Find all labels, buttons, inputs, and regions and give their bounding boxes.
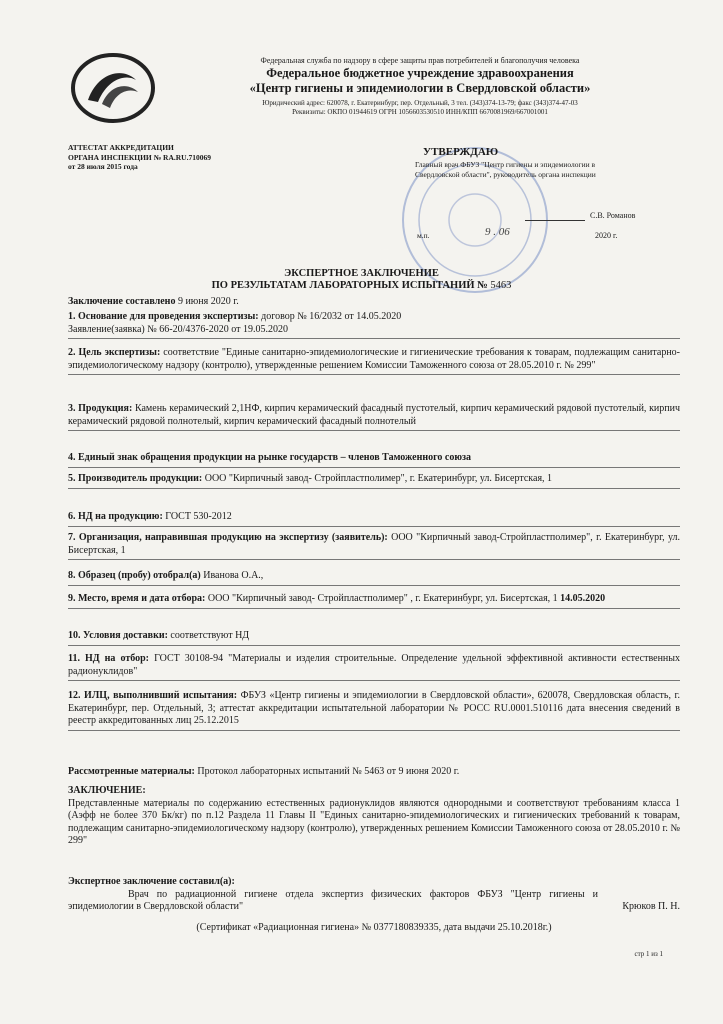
section-8: 8. Образец (пробу) отобрал(а) Иванова О.А., (68, 570, 680, 586)
title-line1: ЭКСПЕРТНОЕ ЗАКЛЮЧЕНИЕ (284, 268, 439, 279)
signature-line (525, 220, 585, 221)
approve-title: УТВЕРЖДАЮ (423, 146, 499, 158)
accreditation-block (68, 143, 211, 172)
section-5: 5. Производитель продукции: ООО "Кирпичный завод- Стройпластполимер", г. Екатеринбург, ул. Бисертская, 1 (68, 473, 680, 489)
section-7: 7. Организация, направившая продукцию на экспертизу (заявитель): ООО "Кирпичный завод-Стройпластполимер", г. Екатеринбург, ул. Бисертская, 1 (68, 532, 680, 560)
conclusion-text: Представленные материалы по содержанию естественных радионуклидов являются однородными и соответствуют требованиям класса 1 (Аэфф не более 370 Бк/кг) по п.12 Раздела 11 Главы II "Единых санитарно-эпидемиологических и гигиенических требований к товарам, подлежащим санитарно-эпидемиологическому надзору (контролю), утвержденных решением Комиссии Таможенного союза от 28.05.2010 г. № 299" (68, 797, 680, 846)
address: Юридический адрес: 620078, г. Екатеринбург, пер. Отдельный, 3 тел. (343)374-13-79; факс (343)374-47-03 (262, 99, 578, 107)
certificate-line: (Сертификат «Радиационная гигиена» № 0377180839335, дата выдачи 25.10.2018г.) (196, 922, 552, 933)
approve-date: 9 . 06 (485, 226, 510, 238)
composed-text: Врач по радиационной гигиене отдела экспертиз физических факторов ФБУЗ "Центр гигиены и эпидемиологии в Свердловской области" (68, 888, 598, 912)
org-line1: Федеральное бюджетное учреждение здравоохранения (266, 66, 574, 80)
conclusion-block (68, 785, 680, 848)
intro-line (68, 296, 680, 309)
intro-value: 9 июня 2020 г. (177, 296, 239, 307)
approve-year: 2020 г. (595, 231, 618, 240)
title-number: 5463 (490, 280, 512, 291)
document-title (0, 268, 723, 292)
header (180, 55, 660, 117)
section-11: 11. НД на отбор: ГОСТ 30108-94 "Материалы и изделия строительные. Определение удельной эффективной активности естественных радионуклидов" (68, 653, 680, 681)
composed-block (68, 876, 680, 914)
approve-text: Главный врач ФБУЗ "Центр гигиены и эпидемиологии в Свердловской области", руководитель органа инспекции (415, 160, 596, 179)
approver-name: С.В. Романов (590, 211, 636, 220)
section-2: 2. Цель экспертизы: соответствие "Единые санитарно-эпидемиологические и гигиенические требования к товарам, подлежащим санитарно-эпидемиологическому надзору (контролю), утвержденные решением Комиссии Таможенного союза от 28.05.2010 г. № 299" (68, 347, 680, 375)
org-line2: «Центр гигиены и эпидемиологии в Свердловской области» (249, 81, 591, 95)
accr-line1: АТТЕСТАТ АККРЕДИТАЦИИ (68, 143, 174, 152)
section-1: 1. Основание для проведения экспертизы: договор № 16/2032 от 14.05.2020 Заявление(заявка) № 66-20/4376-2020 от 19.05.2020 (68, 311, 680, 339)
composed-label: Экспертное заключение составил(а): (68, 876, 235, 887)
requisites: Реквизиты: ОКПО 01944619 ОГРН 1056603530510 ИНН/КПП 6670081969/667001001 (292, 108, 548, 116)
intro-label: Заключение составлено (68, 296, 176, 307)
accr-line2: ОРГАНА ИНСПЕКЦИИ № RA.RU.710069 (68, 152, 211, 162)
title-line2: ПО РЕЗУЛЬТАТАМ ЛАБОРАТОРНЫХ ИСПЫТАНИЙ № (211, 280, 488, 291)
section-6: 6. НД на продукцию: ГОСТ 530-2012 (68, 511, 680, 527)
section-3: 3. Продукция: Камень керамический 2,1НФ, кирпич керамический фасадный пустотелый, кирпич керамический рядовой пустотелый, кирпич керамический рядовой полнотелый, кирпич керамический фасадный полнотелый (68, 403, 680, 431)
reviewed-materials: Рассмотренные материалы: Протокол лабораторных испытаний № 5463 от 9 июня 2020 г. (68, 766, 460, 777)
mp-label: м.п. (417, 231, 430, 240)
page-number: стр 1 из 1 (634, 950, 663, 958)
composer-name: Крюков П. Н. (622, 901, 680, 912)
section-4: 4. Единый знак обращения продукции на рынке государств – членов Таможенного союза (68, 452, 680, 468)
section-10: 10. Условия доставки: соответствуют НД (68, 630, 680, 646)
conclusion-heading: ЗАКЛЮЧЕНИЕ: (68, 785, 146, 796)
section-9: 9. Место, время и дата отбора: ООО "Кирпичный завод- Стройпластполимер" , г. Екатеринбург, ул. Бисертская, 1 14.05.2020 (68, 593, 680, 609)
accr-line3: от 28 июля 2015 года (68, 162, 138, 171)
rospotrebnadzor-logo (68, 52, 158, 124)
approval-block (415, 146, 680, 240)
federal-service: Федеральная служба по надзору в сфере защиты прав потребителей и благополучия человека (260, 56, 580, 65)
section-12: 12. ИЛЦ, выполнивший испытания: ФБУЗ «Центр гигиены и эпидемиологии в Свердловской области», 620078, Свердловская область, г. Екатеринбург, пер. Отдельный, 3; аттестат аккредитации испытательной лаборатории № РОСС RU.0001.510116 дата внесения сведений в реестр аккредитованных лиц 25.12.2015 (68, 690, 680, 731)
